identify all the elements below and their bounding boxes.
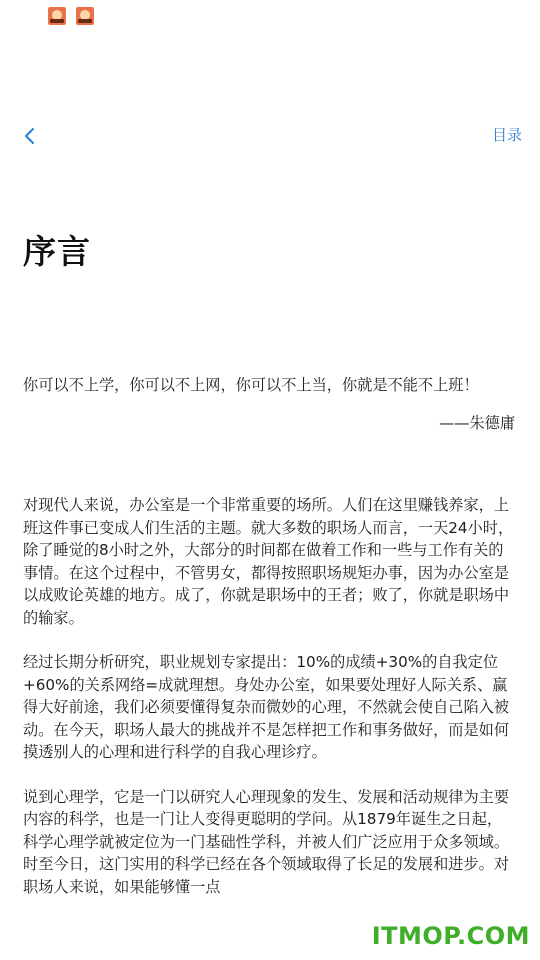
body-paragraph: 经过长期分析研究，职业规划专家提出：10%的成绩+30%的自我定位+60%的关系网络=成就理想。身处办公室，如果要处理好人际关系、赢得大好前途，我们必须要懂得复杂而微妙的心理，不然就会使自己陷入被动。在今天，职场人最大的挑战并不是怎样把工作和事务做好，而是如何摸透别人的心理和进行科学的自我心理诊疗。 [23, 653, 509, 761]
back-button[interactable] [16, 122, 44, 150]
body-paragraph: 说到心理学，它是一门以研究人心理现象的发生、发展和活动规律为主要内容的科学，也是一门让人变得更聪明的学问。从1879年诞生之日起，科学心理学就被定位为一门基础性学科，并被人们广泛应用于众多领域。时至今日，这门实用的科学已经在各个领域取得了长足的发展和进步。对职场人来说，如果能够懂一点 [23, 787, 509, 896]
table-of-contents-button[interactable]: 目录 [491, 126, 522, 144]
watermark-logo: ITMOP.COM [371, 922, 530, 950]
chapter-content [23, 374, 515, 920]
reader-nav-bar [0, 118, 540, 154]
epigraph-quote: 你可以不上学，你可以不上网，你可以不上当，你就是不能不上班！ [23, 376, 479, 394]
chapter-title: 序言 [23, 232, 91, 271]
app-notification-icon [76, 7, 94, 25]
app-notification-icon [48, 7, 66, 25]
epigraph-author: ——朱德庸 [439, 413, 515, 432]
body-paragraph: 对现代人来说，办公室是一个非常重要的场所。人们在这里赚钱养家，上班这件事已变成人们生活的主题。就大多数的职场人而言，一天24小时，除了睡觉的8小时之外，大部分的时间都在做着工作和一些与工作有关的事情。在这个过程中，不管男女，都得按照职场规矩办事，因为办公室是以成败论英雄的地方。成了，你就是职场中的王者；败了，你就是职场中的输家。 [23, 496, 514, 627]
status-bar [0, 0, 540, 30]
chevron-left-icon [16, 122, 44, 150]
